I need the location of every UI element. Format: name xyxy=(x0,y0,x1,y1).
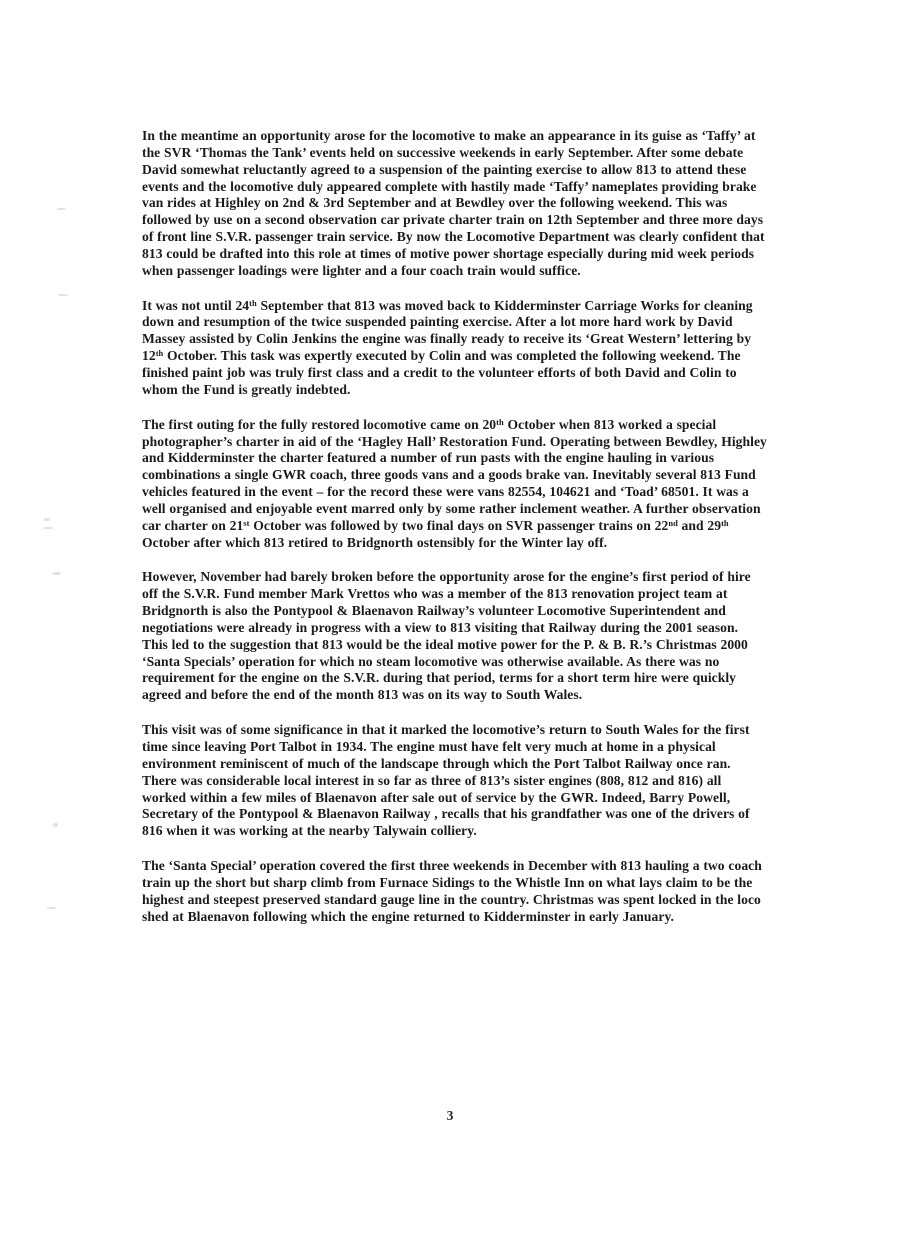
page-number: 3 xyxy=(446,1108,454,1123)
ordinal-suffix: nd xyxy=(668,517,678,528)
scan-speckle xyxy=(53,823,58,827)
ordinal-suffix: th xyxy=(496,416,504,427)
ordinal-suffix: th xyxy=(249,297,257,308)
scan-speckle xyxy=(44,518,50,521)
scan-speckle xyxy=(58,294,68,296)
para-taffy-thomas-events: In the meantime an opportunity arose for the locomotive to make an appearance in its guise as ‘Taffy’ at the SVR ‘Thomas the Tank’ events held on successive weekends in early September. After some debate David somewhat reluctantly agreed to a suspension of the painting exercise to allow 813 to attend these events and the locomotive duly appeared complete with hastily made ‘Taffy’ nameplates providing brake van rides at Highley on 2nd & 3rd September and at Bewdley over the following weekend. This was followed by use on a second observation car private charter train on 12th September and three more days of front line S.V.R. passenger train service. By now the Locomotive Department was clearly confident that 813 could be drafted into this role at times of motive power shortage especially during mid week periods when passenger loadings were lighter and a four coach train would suffice. xyxy=(142,128,765,278)
ordinal-suffix: th xyxy=(155,348,164,359)
ordinal-suffix: th xyxy=(721,517,729,528)
para-kidderminster-carriage-works: It was not until 24th September that 813 was moved back to Kidderminster Carriage Works for cleaning down and resumption of the twice suspended painting exercise. After a lot more hard work by David Massey assisted by Colin Jenkins the engine was finally ready to receive its ‘Great Western’ lettering by 12th October. This task was expertly executed by Colin and was completed the following weekend. The finished paint job was truly first class and a credit to the volunteer efforts of both David and Colin to whom the Fund is greatly indebted. xyxy=(142,297,753,397)
para-santa-special-operation: The ‘Santa Special’ operation covered the first three weekends in December with 813 hauling a two coach train up the short but sharp climb from Furnace Sidings to the Whistle Inn on what lays claim to be the highest and steepest preserved standard gauge line in the country. Christmas was spent locked in the loco shed at Blaenavon following which the engine returned to Kidderminster in early January. xyxy=(142,858,762,924)
para-hagley-hall-charter: The first outing for the fully restored locomotive came on 20th October when 813 worked a special photographer’s charter in aid of the ‘Hagley Hall’ Restoration Fund. Operating between Bewdley, Highley and Kidderminster the charter featured a number of run pasts with the engine hauling in various combinations a single GWR coach, three goods vans and a goods brake van. Inevitably several 813 Fund vehicles featured in the event – for the record these were vans 82554, 104621 and ‘Toad’ 68501. It was a well organised and enjoyable event marred only by some rather inclement weather. A further observation car charter on 21st October was followed by two final days on SVR passenger trains on 22nd and 29th October after which 813 retired to Bridgnorth ostensibly for the Winter lay off. xyxy=(142,416,767,550)
body-text xyxy=(142,128,767,925)
scan-speckle xyxy=(52,572,61,575)
scan-speckle xyxy=(47,907,56,909)
para-return-to-south-wales: This visit was of some significance in that it marked the locomotive’s return to South Wales for the first time since leaving Port Talbot in 1934. The engine must have felt very much at home in a physical environment reminiscent of much of the landscape through which the Port Talbot Railway once ran. There was considerable local interest in so far as three of 813’s sister engines (808, 812 and 816) all worked within a few miles of Blaenavon after sale out of service by the GWR. Indeed, Barry Powell, Secretary of the Pontypool & Blaenavon Railway , recalls that his grandfather was one of the drivers of 816 when it was working at the nearby Talywain colliery. xyxy=(142,722,750,839)
scan-speckle xyxy=(57,208,66,210)
scan-speckle xyxy=(43,527,53,529)
ordinal-suffix: st xyxy=(243,517,250,528)
para-first-hire-off-svr: However, November had barely broken before the opportunity arose for the engine’s first period of hire off the S.V.R. Fund member Mark Vrettos who was a member of the 813 renovation project team at Bridgnorth is also the Pontypool & Blaenavon Railway’s volunteer Locomotive Superintendent and negotiations were already in progress with a view to 813 visiting that Railway during the 2001 season. This led to the suggestion that 813 would be the ideal motive power for the P. & B. R.’s Christmas 2000 ‘Santa Specials’ operation for which no steam locomotive was otherwise available. As there was no requirement for the engine on the S.V.R. during that period, terms for a short term hire were quickly agreed and before the end of the month 813 was on its way to South Wales. xyxy=(142,569,751,703)
